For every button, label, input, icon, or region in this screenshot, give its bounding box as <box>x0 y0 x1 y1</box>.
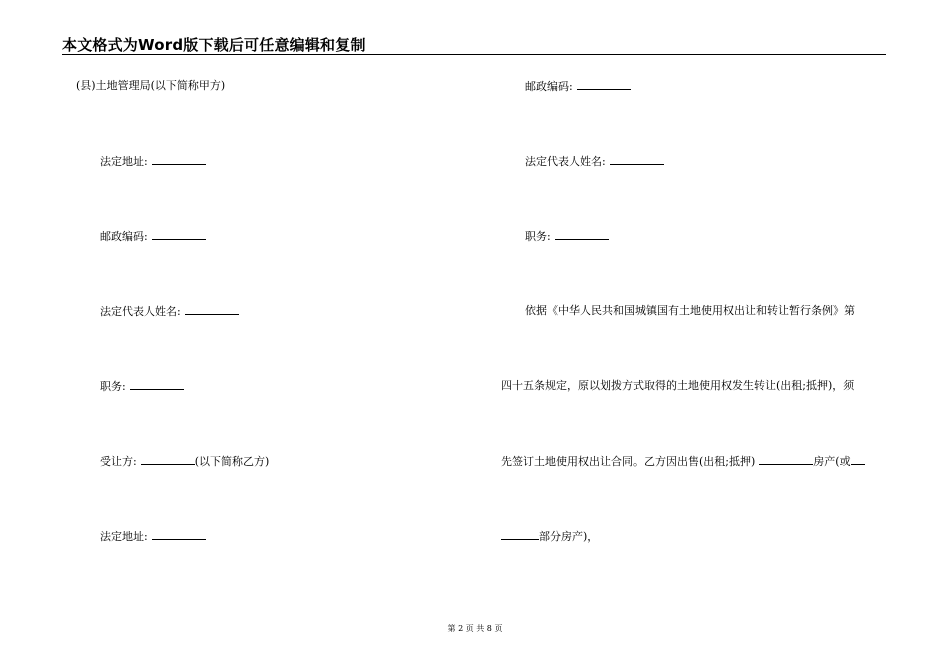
postal-code-label: 邮政编码: <box>100 230 148 243</box>
right-line-3 <box>525 229 609 244</box>
left-line-7 <box>100 529 206 544</box>
position-blank-2 <box>555 229 609 240</box>
paragraph-line-3: 先签订土地使用权出让合同。乙方因出售(出租;抵押) <box>501 455 756 468</box>
right-line-1 <box>525 79 631 94</box>
property-blank-end <box>851 454 865 465</box>
partial-property-blank <box>501 529 539 540</box>
legal-address-blank <box>152 154 206 165</box>
legal-address-label: 法定地址: <box>100 155 148 168</box>
left-line-6 <box>100 454 269 469</box>
header-rule <box>62 54 886 55</box>
legal-rep-blank-2 <box>610 154 664 165</box>
legal-rep-blank <box>185 304 239 315</box>
paragraph-line-4: 部分房产)， <box>539 530 599 543</box>
postal-code-blank <box>152 229 206 240</box>
left-line-5 <box>100 379 184 394</box>
right-line-4 <box>525 304 855 318</box>
right-line-5 <box>501 379 854 393</box>
position-label: 职务: <box>100 380 126 393</box>
left-line-1 <box>76 79 225 93</box>
postal-code-blank-2 <box>577 79 631 90</box>
postal-code-label-2: 邮政编码: <box>525 80 573 93</box>
right-line-2 <box>525 154 664 169</box>
paragraph-line-3-tail: 房产(或 <box>813 455 851 468</box>
paragraph-line-1: 依据《中华人民共和国城镇国有土地使用权出让和转让暂行条例》第 <box>525 304 855 317</box>
right-line-7 <box>501 529 598 544</box>
paragraph-line-2: 四十五条规定，原以划拨方式取得的土地使用权发生转让(出租;抵押)，须 <box>501 379 855 392</box>
left-line-4 <box>100 304 239 319</box>
document-header: 本文格式为Word版下载后可任意编辑和复制 <box>62 36 366 54</box>
issuer-label: (县)土地管理局(以下简称甲方) <box>76 79 226 92</box>
legal-address-blank-2 <box>152 529 206 540</box>
property-blank <box>759 454 813 465</box>
legal-rep-label-2: 法定代表人姓名: <box>525 155 606 168</box>
right-line-6 <box>501 454 865 469</box>
transferee-blank <box>141 454 195 465</box>
position-label-2: 职务: <box>525 230 551 243</box>
legal-rep-label: 法定代表人姓名: <box>100 305 181 318</box>
legal-address-label-2: 法定地址: <box>100 530 148 543</box>
left-line-2 <box>100 154 206 169</box>
transferee-label: 受让方: <box>100 455 137 468</box>
position-blank <box>130 379 184 390</box>
transferee-note: (以下简称乙方) <box>194 455 270 468</box>
left-line-3 <box>100 229 206 244</box>
page-number: 第 2 页 共 8 页 <box>447 624 503 633</box>
